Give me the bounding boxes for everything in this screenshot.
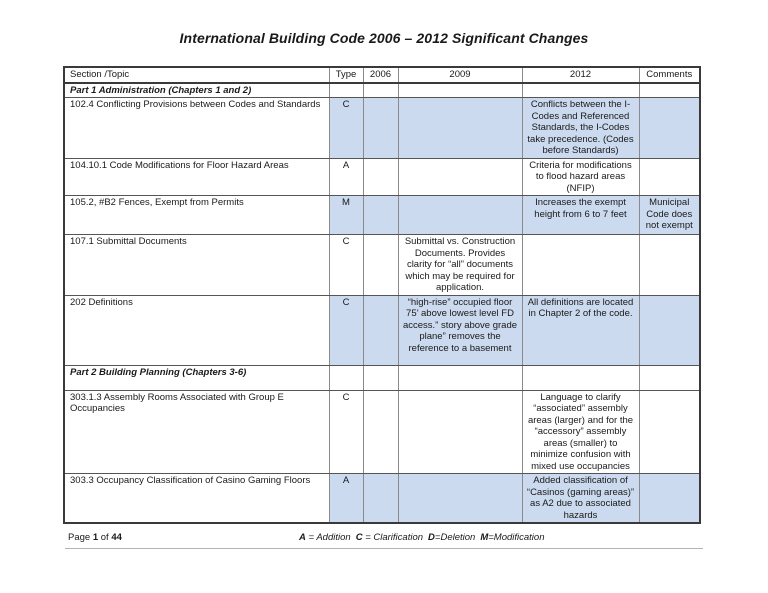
cell-comments [639, 474, 700, 524]
cell-2009 [398, 365, 522, 390]
cell-2012 [522, 365, 639, 390]
page-current: 1 [92, 532, 99, 543]
page-of-word: of [100, 532, 109, 543]
cell-type: M [329, 196, 363, 235]
row-107-1 [64, 235, 700, 296]
cell-2009: Submittal vs. Construction Documents. Provides clarity for “all” documents which may be required for application. [398, 235, 522, 296]
cell-comments [639, 295, 700, 365]
cell-2009: “high-rise” occupied floor 75’ above lowest level FD access.” story above grade plane” removes the reference to a basement [398, 295, 522, 365]
cell-2006 [363, 196, 398, 235]
cell-comments [639, 98, 700, 159]
legend-addition: A = Addition [299, 532, 351, 543]
page-total: 44 [111, 532, 122, 543]
significant-changes-table [63, 66, 701, 524]
cell-2012: All definitions are located in Chapter 2 of the code. [522, 295, 639, 365]
cell-topic: Part 2 Building Planning (Chapters 3-6) [64, 365, 329, 390]
cell-comments: Municipal Code does not exempt [639, 196, 700, 235]
cell-type: C [329, 235, 363, 296]
table-header-row [64, 67, 700, 83]
cell-topic: 104.10.1 Code Modifications for Floor Hazard Areas [64, 158, 329, 196]
cell-2006 [363, 474, 398, 524]
cell-2006 [363, 390, 398, 474]
cell-2012: Criteria for modifications to flood hazard areas (NFIP) [522, 158, 639, 196]
type-legend [299, 532, 549, 543]
cell-2012: Conflicts between the I-Codes and Referenced Standards, the I-Codes take precedence. (Codes before Standards) [522, 98, 639, 159]
cell-2012 [522, 83, 639, 98]
page-title: International Building Code 2006 – 2012 Significant Changes [179, 30, 589, 46]
cell-2006 [363, 295, 398, 365]
header-2009: 2009 [398, 67, 522, 83]
footer-divider [65, 548, 703, 549]
cell-2009 [398, 196, 522, 235]
cell-type: C [329, 390, 363, 474]
header-comments: Comments [639, 67, 700, 83]
cell-topic: 202 Definitions [64, 295, 329, 365]
row-part-1 [64, 83, 700, 98]
cell-2012 [522, 235, 639, 296]
cell-topic: Part 1 Administration (Chapters 1 and 2) [64, 83, 329, 98]
cell-type: A [329, 158, 363, 196]
cell-comments [639, 235, 700, 296]
row-303-1-3 [64, 390, 700, 474]
cell-2009 [398, 158, 522, 196]
cell-2009 [398, 390, 522, 474]
row-105-2 [64, 196, 700, 235]
header-section-topic: Section /Topic [64, 67, 329, 83]
cell-2012: Added classification of “Casinos (gaming areas)” as A2 due to associated hazards [522, 474, 639, 524]
cell-topic: 102.4 Conflicting Provisions between Codes and Standards [64, 98, 329, 159]
legend-clarification: C = Clarification [355, 532, 424, 543]
cell-type: A [329, 474, 363, 524]
cell-type: C [329, 98, 363, 159]
cell-2009 [398, 98, 522, 159]
cell-2012: Increases the exempt height from 6 to 7 feet [522, 196, 639, 235]
cell-2006 [363, 158, 398, 196]
cell-comments [639, 158, 700, 196]
cell-type [329, 365, 363, 390]
row-303-3 [64, 474, 700, 524]
cell-2006 [363, 365, 398, 390]
cell-type: C [329, 295, 363, 365]
header-type: Type [329, 67, 363, 83]
cell-2012: Language to clarify “associated” assembly areas (larger) and for the “accessory” assembly areas (smaller) to minimize confusion with mixed use occupancies [522, 390, 639, 474]
cell-comments [639, 390, 700, 474]
cell-2009 [398, 83, 522, 98]
cell-2006 [363, 235, 398, 296]
header-2012: 2012 [522, 67, 639, 83]
page-word: Page [68, 532, 91, 543]
row-102-4 [64, 98, 700, 159]
cell-topic: 107.1 Submittal Documents [64, 235, 329, 296]
legend-deletion: D=Deletion [428, 532, 476, 543]
cell-topic: 105.2, #B2 Fences, Exempt from Permits [64, 196, 329, 235]
row-104-10-1 [64, 158, 700, 196]
header-2006: 2006 [363, 67, 398, 83]
cell-topic: 303.3 Occupancy Classification of Casino Gaming Floors [64, 474, 329, 524]
page-number [68, 532, 122, 543]
cell-2006 [363, 83, 398, 98]
legend-modification: M=Modification [480, 532, 545, 543]
cell-topic: 303.1.3 Assembly Rooms Associated with Group E Occupancies [64, 390, 329, 474]
cell-comments [639, 365, 700, 390]
cell-type [329, 83, 363, 98]
row-202 [64, 295, 700, 365]
row-part-2 [64, 365, 700, 390]
cell-2009 [398, 474, 522, 524]
cell-comments [639, 83, 700, 98]
cell-2006 [363, 98, 398, 159]
